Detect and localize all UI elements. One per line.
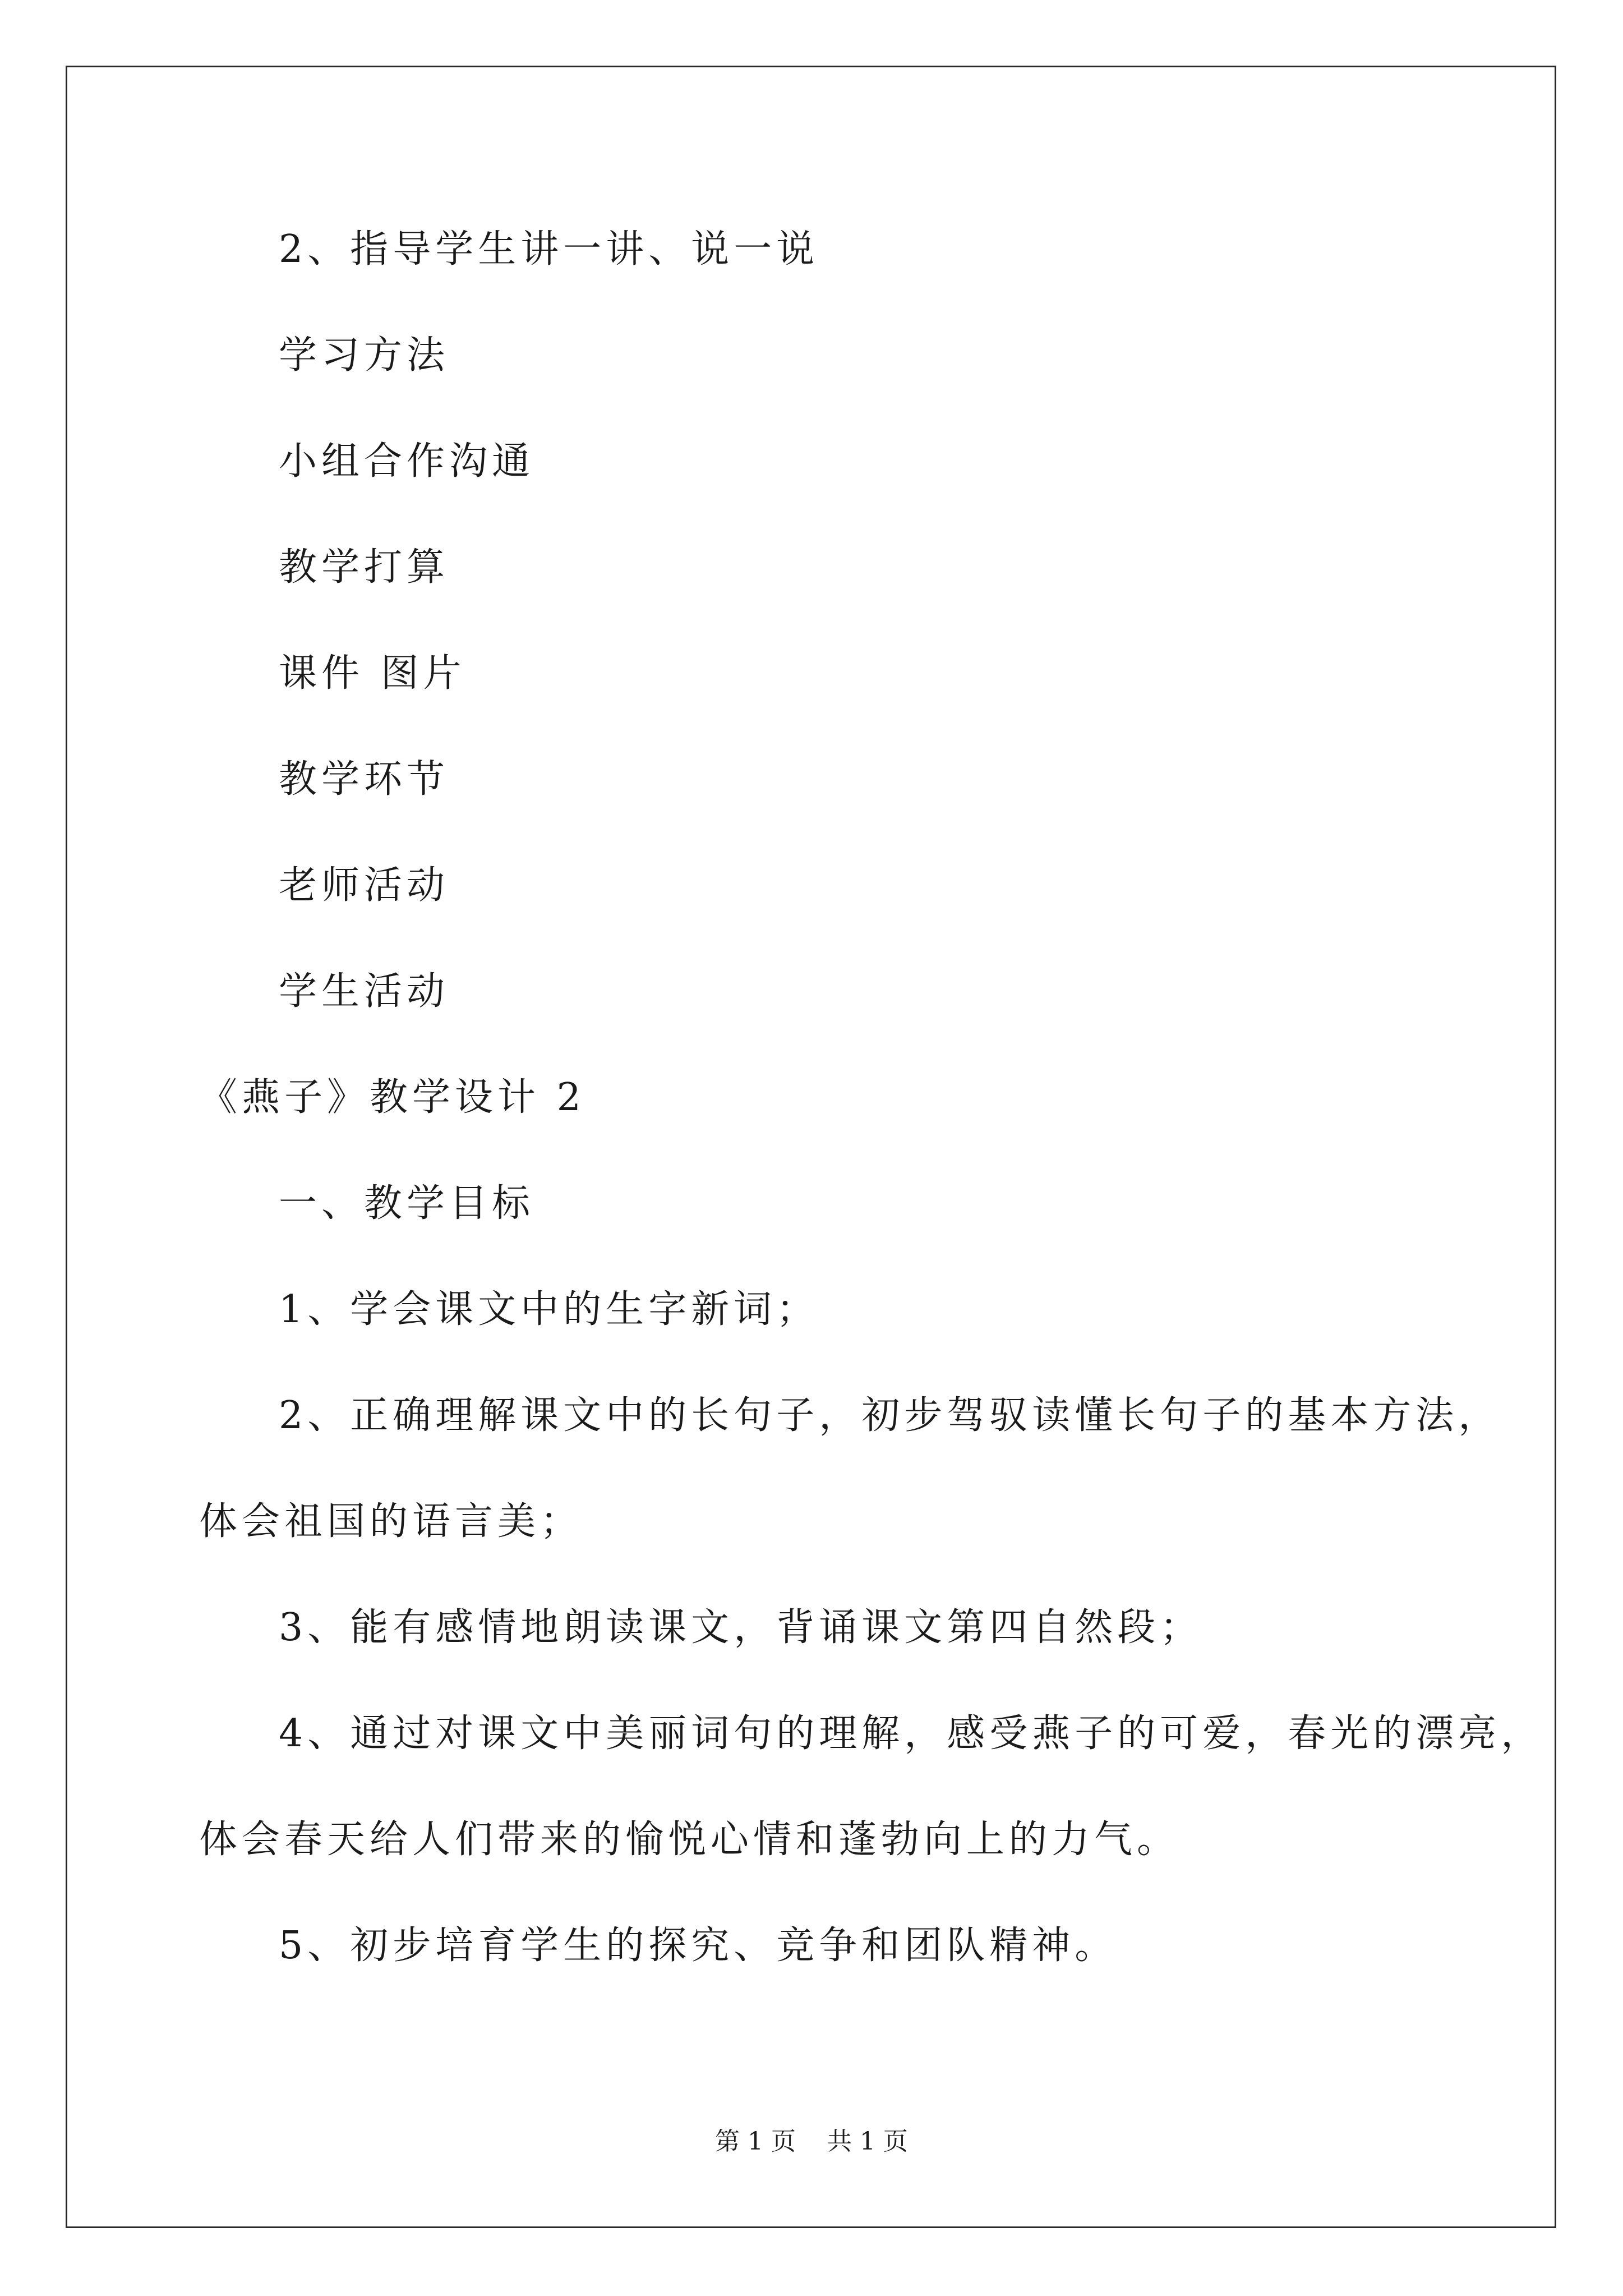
- text-line: 体会春天给人们带来的愉悦心情和蓬勃向上的力气。: [199, 1818, 1180, 1862]
- text-line: 2、正确理解课文中的长句子，初步驾驭读懂长句子的基本方法，: [279, 1393, 1501, 1438]
- text-line: 2、指导学生讲一讲、说一说: [279, 227, 819, 272]
- text-line: 教学打算: [279, 545, 450, 590]
- text-line: 4、通过对课文中美丽词句的理解，感受燕子的可爱，春光的漂亮，: [279, 1711, 1544, 1756]
- text-line: 课件 图片: [279, 651, 466, 696]
- text-line: 5、初步培育学生的探究、竞争和团队精神。: [279, 1924, 1118, 1968]
- page-footer: 第 1 页 共 1 页: [715, 2127, 908, 2156]
- text-line: 小组合作沟通: [279, 439, 535, 484]
- text-line: 3、能有感情地朗读课文，背诵课文第四自然段；: [279, 1605, 1203, 1650]
- section-heading: 《燕子》教学设计 2: [199, 1075, 585, 1120]
- text-line: 学习方法: [279, 333, 450, 378]
- text-line: 学生活动: [279, 969, 450, 1014]
- text-line: 老师活动: [279, 863, 450, 908]
- text-line: 教学环节: [279, 757, 450, 802]
- text-line: 一、教学目标: [279, 1181, 535, 1226]
- text-line: 体会祖国的语言美；: [199, 1499, 583, 1544]
- text-line: 1、学会课文中的生字新词；: [279, 1287, 819, 1332]
- page-border: [66, 66, 1556, 2228]
